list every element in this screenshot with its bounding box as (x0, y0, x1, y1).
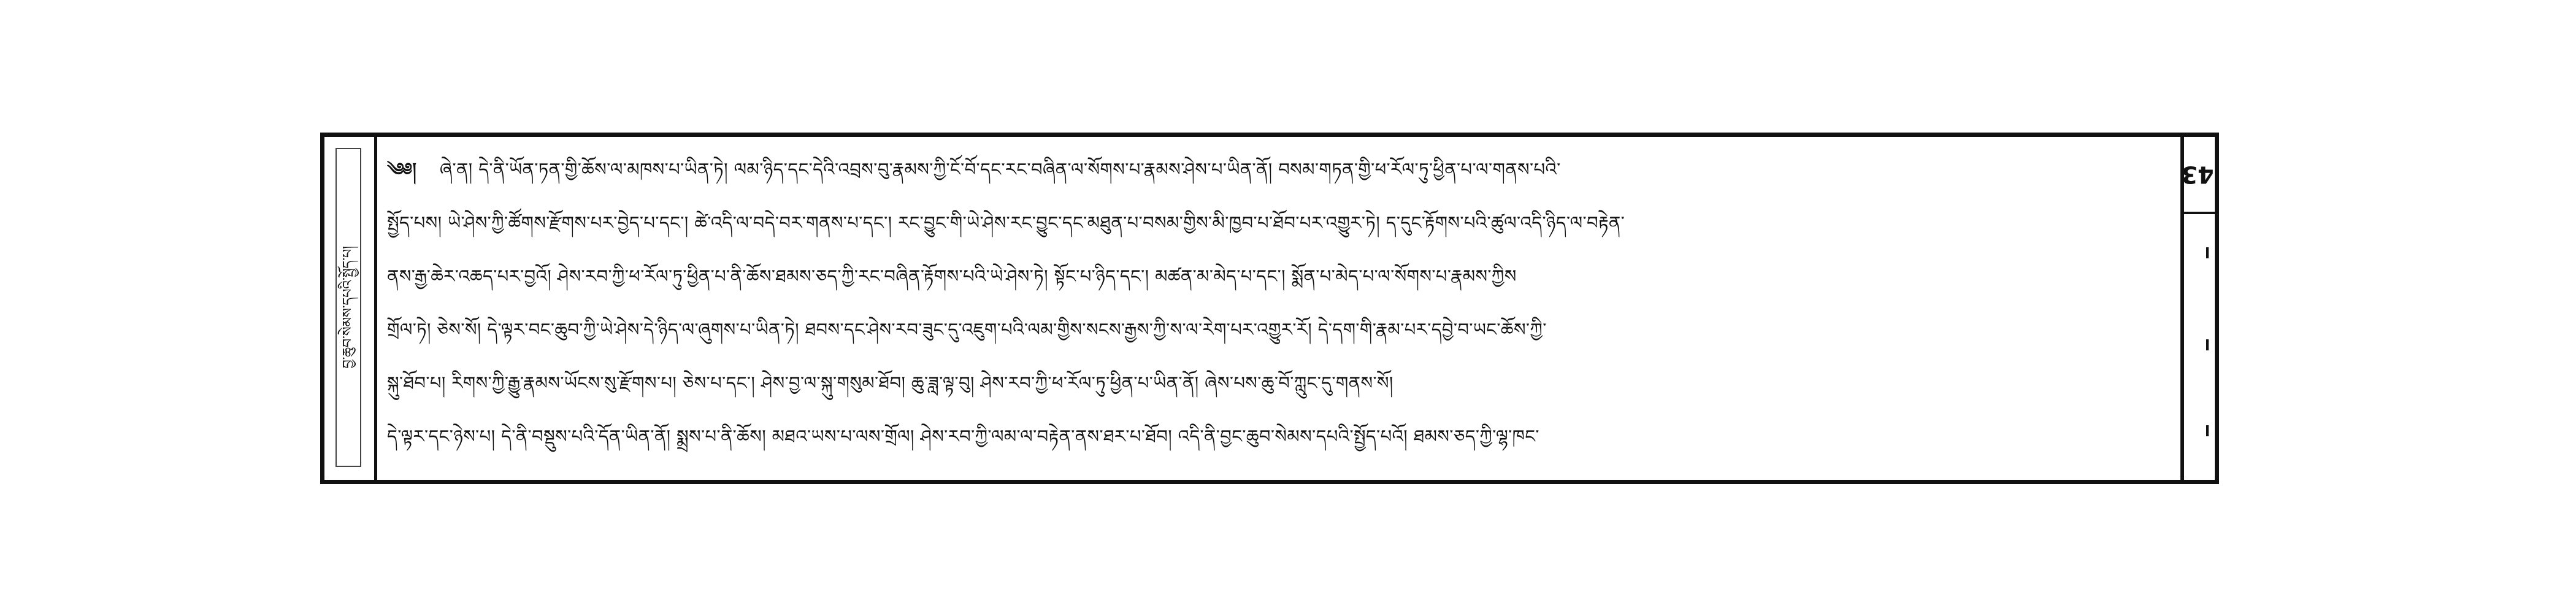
text-line-6 (387, 414, 2182, 459)
text-line-5 (387, 360, 2182, 406)
margin-title: བྱ་ཆུབ་སེམས་དཔའི་སྤྱོད་པ། (340, 246, 356, 369)
left-margin (324, 137, 377, 480)
line-text-1: ཞེ་ན། དེ་ནི་ཡོན་ཏན་གྱི་ཆོས་ལ་མཁས་པ་ཡིན་ཏེ། ལམ་ཉིད་དང་དེའི་འབྲས་བུ་རྣམས་ཀྱི་ངོ་བོ་དང་རང་བཞིན་ལ་སོགས་པ་རྣམས་ཤེས་པ་ཡིན་ནོ། བསམ་གཏན་གྱི་ཕ་རོལ་ཏུ་ཕྱིན་པ་ལ་གནས་པའི་ (439, 159, 1561, 180)
text-line-1 (387, 147, 2182, 192)
line-text-5: སྐུ་ཐོབ་པ། རིགས་ཀྱི་རྒྱུ་རྣམས་ཡོངས་སུ་རྫོགས་པ། ཅེས་པ་དང་། ཤེས་བྱ་ལ་སྐུ་གསུམ་ཐོབ། ཆུ་ཟླ་ལྟ་བུ། ཤེས་རབ་ཀྱི་ཕ་རོལ་ཏུ་ཕྱིན་པ་ཡིན་ནོ། ཞེས་པས་ཆུ་བོ་ཀླུང་དུ་གནས་སོ། (387, 372, 1393, 393)
line-text-2: སྤྱོད་པས། ཡེ་ཤེས་ཀྱི་ཚོགས་རྫོགས་པར་བྱེད་པ་དང་། ཚེ་འདི་ལ་བདེ་བར་གནས་པ་དང་། རང་བྱུང་གི་ཡེ་ཤེས་རང་བྱུང་དང་མཐུན་པ་བསམ་གྱིས་མི་ཁྱབ་པ་ཐོབ་པར་འགྱུར་ཏེ། ད་དུང་རྟོགས་པའི་ཚུལ་འདི་ཉིད་ལ་བརྟེན་ (387, 212, 1625, 233)
text-line-2 (387, 200, 2182, 245)
pecha-folio (320, 133, 2219, 484)
line-text-4: གྲོལ་ཏེ། ཅེས་སོ། དེ་ལྟར་བང་ཆུབ་ཀྱི་ཡེ་ཤེས་དེ་ཉིད་ལ་ཞུགས་པ་ཡིན་ཏེ། ཐབས་དང་ཤེས་རབ་ཟུང་དུ་འཇུག་པའི་ལམ་གྱིས་སངས་རྒྱས་ཀྱི་ས་ལ་རེག་པར་འགྱུར་རོ། དེ་དག་གི་རྣམ་པར་དབྱེ་བ་ཡང་ཆོས་ཀྱི་ (387, 319, 1547, 340)
right-margin (2180, 137, 2215, 480)
line-text-3: ནས་རྒྱ་ཆེར་འཆད་པར་བྱའོ། ཤེས་རབ་ཀྱི་ཕ་རོལ་ཏུ་ཕྱིན་པ་ནི་ཆོས་ཐམས་ཅད་ཀྱི་རང་བཞིན་རྟོགས་པའི་ཡེ་ཤེས་ཏེ། སྟོང་པ་ཉིད་དང་། མཚན་མ་མེད་པ་དང་། སྨོན་པ་མེད་པ་ལ་སོགས་པ་རྣམས་ཀྱིས (387, 266, 1517, 287)
margin-tick (2206, 339, 2209, 350)
page-number: 43 (2181, 160, 2214, 188)
line-text-6: དེ་ལྟར་དང་ཉེས་པ། དེ་ནི་བསྡུས་པའི་དོན་ཡིན་ནོ། སྨྲས་པ་ནི་ཆོས། མཐའ་ཡས་པ་ལས་གྲོལ། ཤེས་རབ་ཀྱི་ལམ་ལ་བརྟེན་ནས་ཐར་པ་ཐོབ། འདི་ནི་བྱང་ཆུབ་སེམས་དཔའི་སྤྱོད་པའོ། ཐམས་ཅད་ཀྱི་ལྷ་ཁང་ (387, 426, 1539, 447)
page-number-box (2180, 137, 2215, 214)
text-line-3 (387, 253, 2182, 299)
margin-tick (2206, 425, 2209, 436)
text-line-4 (387, 307, 2182, 352)
text-block (387, 147, 2182, 471)
margin-tick (2206, 247, 2209, 258)
yig-mgo-ornament: ༄༅། (387, 159, 417, 180)
margin-title-box (335, 148, 361, 467)
